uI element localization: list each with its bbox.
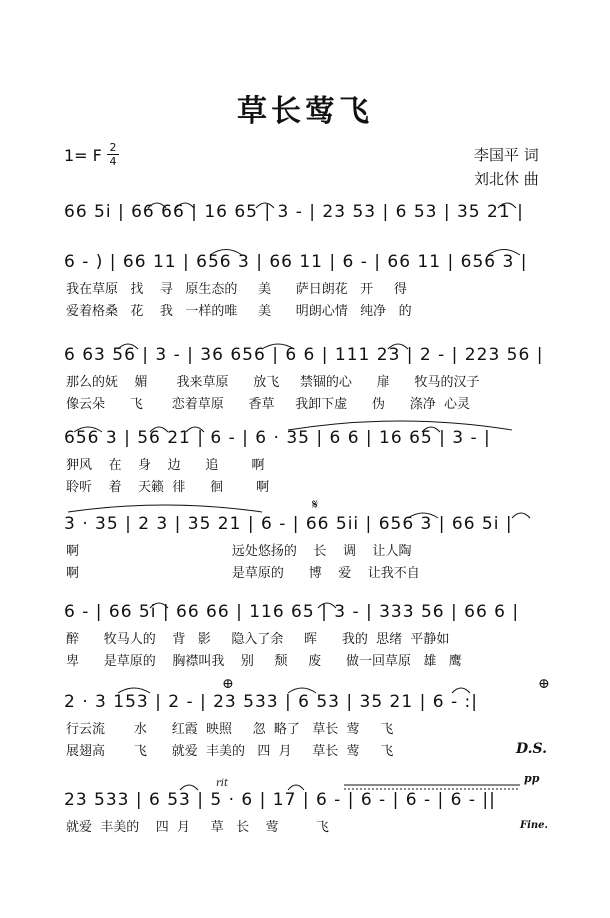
lyrics-text: 醉 牧马人的 背 影 隐入了余 晖 我的 思绪 平静如 (66, 632, 450, 647)
lyrics-line-2 (0, 650, 610, 670)
segno-sign: 𝄋 (312, 497, 319, 513)
score-row (0, 424, 610, 514)
notation-text: 6 - ) | 66 11 | 656 3 | 66 11 | 6 - | 66 11 | 656 3 | (64, 252, 528, 272)
lyrics-text: 像云朵 飞 恋着草原 香草 我卸下虚 伪 涤净 心灵 (66, 397, 471, 412)
lyrics-line-1 (0, 816, 610, 836)
lyrics-line-1 (0, 628, 610, 648)
notation-line (0, 510, 610, 540)
lyrics-text: 聆听 着 天籁 徘 徊 啊 (66, 480, 270, 495)
time-signature (107, 142, 119, 167)
lyrics-text: 展翅高 飞 就爱 丰美的 四 月 草长 莺 飞 (66, 744, 394, 759)
score-row (0, 248, 610, 338)
score-row (0, 688, 610, 778)
fine-marking: Fine. (520, 820, 549, 831)
notation-line (0, 786, 610, 816)
lyrics-text: 卑 是草原的 胸襟叫我 别 颓 废 做一回草原 雄 鹰 (66, 654, 462, 669)
notation-line (0, 688, 610, 718)
lyrics-line-1 (0, 371, 610, 391)
pianissimo-marking: pp (524, 772, 540, 785)
lyrics-text: 爱着格桑 花 我 一样的唯 美 明朗心情 纯净 的 (66, 304, 412, 319)
score-row (0, 510, 610, 600)
composer-credit: 刘北休 曲 (474, 170, 539, 188)
lyrics-line-1 (0, 278, 610, 298)
coda-sign-2: ⊕ (538, 676, 550, 692)
lyrics-text: 啊 远处悠扬的 长 调 让人陶 (66, 544, 412, 559)
notation-text: 23 533 | 6 53 | 5 · 6 | 17 | 6 - | 6 - | 6 - | 6 - || (64, 790, 496, 810)
notation-line (0, 341, 610, 371)
notation-line (0, 424, 610, 454)
notation-text: 2 · 3 153 | 2 - | 23 533 | 6 53 | 35 21 | 6 - :| (64, 692, 478, 712)
time-signature-numerator: 2 (109, 141, 117, 154)
lyrics-text: 那么的妩 媚 我来草原 放飞 禁锢的心 扉 牧马的汉子 (66, 375, 480, 390)
lyrics-text: 啊 是草原的 博 爱 让我不自 (66, 566, 420, 581)
lyrics-line-2 (0, 393, 610, 413)
notation-line (0, 198, 610, 228)
lyrics-line-1 (0, 454, 610, 474)
notation-text: 6 - | 66 5i | 66 66 | 116 65 | 3 - | 333 56 | 66 6 | (64, 602, 520, 622)
lyrics-line-1 (0, 228, 610, 248)
lyrics-line-1 (0, 540, 610, 560)
lyrics-text: 狎风 在 身 边 追 啊 (66, 458, 265, 473)
notation-text: 3 · 35 | 2 3 | 35 21 | 6 - | 66 5ii | 656 3 | 66 5i | (64, 514, 513, 534)
song-title: 草长莺飞 (237, 94, 373, 129)
notation-line (0, 598, 610, 628)
lyrics-line-1 (0, 718, 610, 738)
time-signature-denominator: 4 (109, 155, 117, 168)
ritardando-marking: rit (216, 778, 228, 789)
lyrics-text: 就爱 丰美的 四 月 草 长 莺 飞 (66, 820, 329, 835)
ds-marking: D.S. (516, 741, 548, 757)
lyrics-line-2 (0, 838, 610, 858)
lyrics-text: 行云流 水 红霞 映照 忽 略了 草长 莺 飞 (66, 722, 394, 737)
score-row (0, 786, 610, 876)
score-row (0, 598, 610, 688)
lyrics-text: 我在草原 找 寻 原生态的 美 萨日朗花 开 得 (66, 282, 407, 297)
lyrics-line-2 (0, 476, 610, 496)
lyrics-line-2 (0, 562, 610, 582)
notation-text: 656 3 | 56 21 | 6 - | 6 · 35 | 6 6 | 16 65 | 3 - | (64, 428, 491, 448)
coda-sign-1: ⊕ (222, 676, 234, 692)
score-row (0, 341, 610, 431)
notation-line (0, 248, 610, 278)
notation-text: 66 5i | 66 66 | 16 65 | 3 - | 23 53 | 6 53 | 35 21 | (64, 202, 524, 222)
notation-text: 6 63 56 | 3 - | 36 656 | 6 6 | 111 23 | 2 - | 223 56 | (64, 345, 544, 365)
key-signature: 1= F (64, 146, 102, 165)
lyrics-line-2 (0, 300, 610, 320)
lyricist-credit: 李国平 词 (474, 146, 539, 164)
